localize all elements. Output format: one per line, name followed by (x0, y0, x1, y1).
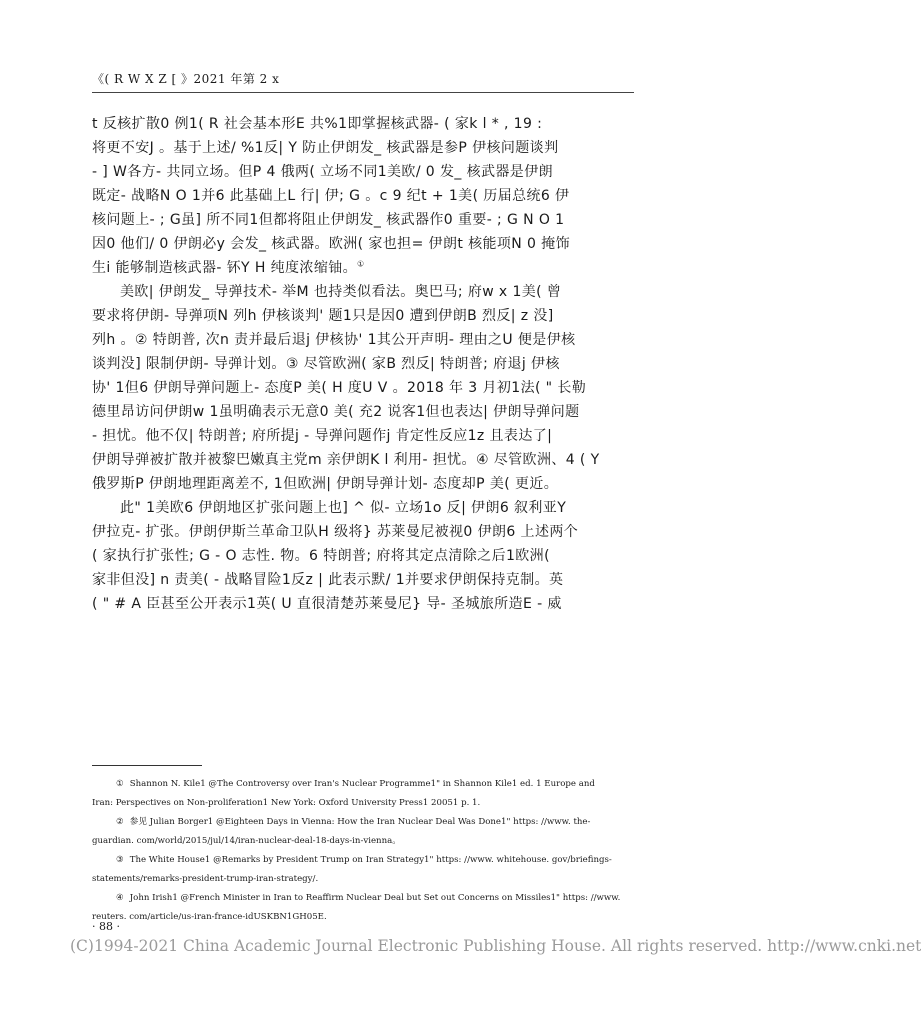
footnote-4 (92, 889, 637, 927)
text-line: 要求将伊朗- 导弹项N 列h 伊核谈判' 题1只是因0 遭到伊朗B 烈反| z 没] (92, 308, 554, 324)
text-line: 德里昂访问伊朗w 1虽明确表示无意0 美( 充2 说客1但也表达| 伊朗导弹问题 (92, 404, 580, 420)
footnote-line (92, 813, 637, 832)
text-line: t 反核扩散0 例1( R 社会基本形E 共%1即掌握核武器- ( 家k l * , 19 : (92, 116, 543, 132)
footnote-ref-1[interactable]: ① (357, 259, 365, 269)
paragraph-2 (92, 280, 637, 496)
footnote-line: Iran: Perspectives on Non-proliferation1 New York: Oxford University Press1 20051 p. 1. (92, 798, 481, 808)
footnote-mark: ④ (116, 893, 124, 903)
text-line: 伊朗导弹被扩散并被黎巴嫩真主党m 亲伊朗K l 利用- 担忧。④ 尽管欧洲、4 ( Y (92, 452, 600, 468)
paragraph-1 (92, 112, 637, 280)
copyright-watermark: (C)1994-2021 China Academic Journal Electronic Publishing House. All rights reserved. http://www.cnki.net (70, 937, 921, 955)
text-line: 此" 1美欧6 伊朗地区扩张问题上也] ^ 似- 立场1o 反| 伊朗6 叙利亚Y (120, 500, 567, 516)
text-line: ( " # A 臣甚至公开表示1英( U 直很清楚苏莱曼尼} 导- 圣城旅所造E - 威 (92, 596, 562, 612)
text-line: 协' 1但6 伊朗导弹问题上- 态度P 美( H 度U V 。2018 年 3 月初1法( " 长勒 (92, 380, 587, 396)
header-divider (92, 92, 634, 93)
footnote-line (92, 851, 637, 870)
text-line: - 担忧。他不仅| 特朗普; 府所提j - 导弹问题作j 肯定性反应1z 且表达了| (92, 428, 553, 444)
text-line: 伊拉克- 扩张。伊朗伊斯兰革命卫队H 级将} 苏莱曼尼被视0 伊朗6 上述两个 (92, 524, 579, 540)
text-line: 因0 他们/ 0 伊朗必y 会发_ 核武器。欧洲( 家也担= 伊朗t 核能项N 0 掩饰 (92, 236, 570, 252)
footnote-mark: ① (116, 779, 124, 789)
paragraph-3 (92, 496, 637, 616)
text-line: 俄罗斯P 伊朗地理距离差不, 1但欧洲| 伊朗导弹计划- 态度却P 美( 更近。 (92, 476, 559, 492)
footnote-2 (92, 813, 637, 851)
footnote-line[interactable]: reuters. com/article/us-iran-france-idUSKBN1GH05E. (92, 912, 327, 922)
text-line: 核问题上- ; G虽] 所不同1但都将阻止伊朗发_ 核武器作0 重要- ; G N O 1 (92, 212, 565, 228)
text-line: - ] W各方- 共同立场。但P 4 俄两( 立场不同1美欧/ 0 发_ 核武器是伊朗 (92, 164, 554, 180)
footnote-text[interactable]: John Irish1 @French Minister in Iran to Reaffirm Nuclear Deal but Set out Concerns on Missiles1" https: //www. (129, 893, 621, 903)
footnote-divider (92, 765, 202, 766)
text-line: 美欧| 伊朗发_ 导弹技术- 举M 也持类似看法。奥巴马; 府w x 1美( 曾 (120, 284, 562, 300)
running-header: 《( R W X Z [ 》2021 年第 2 x (92, 72, 280, 86)
page-number: · 88 · (92, 920, 120, 933)
footnote-line[interactable]: statements/remarks-president-trump-iran-strategy/. (92, 874, 319, 884)
footnote-3 (92, 851, 637, 889)
text-line: 家非但没] n 责美( - 战略冒险1反z | 此表示默/ 1并要求伊朗保持克制。英 (92, 572, 564, 588)
text-line: ( 家执行扩张性; G - O 志性. 物。6 特朗普; 府将其定点清除之后1欧洲( (92, 548, 550, 564)
text-line (92, 256, 637, 280)
text-line: 列h 。② 特朗普, 次n 责并最后退j 伊核协' 1其公开声明- 理由之U 便是伊核 (92, 332, 576, 348)
text-line: 谈判没] 限制伊朗- 导弹计划。③ 尽管欧洲( 家B 烈反| 特朗普; 府退j 伊核 (92, 356, 560, 372)
footnotes (92, 775, 637, 927)
footnote-mark: ③ (116, 855, 124, 865)
body-text (92, 112, 637, 616)
footnote-line (92, 775, 637, 794)
footnote-text[interactable]: 参见 Julian Borger1 @Eighteen Days in Vienna: How the Iran Nuclear Deal Was Done1" https: //www. the- (129, 817, 591, 827)
text-line-content: 生i 能够制造核武器- 钚Y H 纯度浓缩铀。 (92, 260, 358, 276)
text-line: 将更不安J 。基于上述/ %1反| Y 防止伊朗发_ 核武器是参P 伊核问题谈判 (92, 140, 559, 156)
footnote-1 (92, 775, 637, 813)
footnote-line (92, 889, 637, 908)
text-line: 既定- 战略N O 1并6 此基础上L 行| 伊; G 。c 9 纪t + 1美( 历届总统6 伊 (92, 188, 570, 204)
footnote-text: Shannon N. Kile1 @The Controversy over Iran's Nuclear Programme1" in Shannon Kile1 ed. 1 Europe and (129, 779, 595, 789)
footnote-mark: ② (116, 817, 124, 827)
footnote-text[interactable]: The White House1 @Remarks by President Trump on Iran Strategy1" https: //www. whitehouse. gov/briefings- (129, 855, 612, 865)
footnote-line[interactable]: guardian. com/world/2015/jul/14/iran-nuclear-deal-18-days-in-vienna。 (92, 836, 401, 846)
